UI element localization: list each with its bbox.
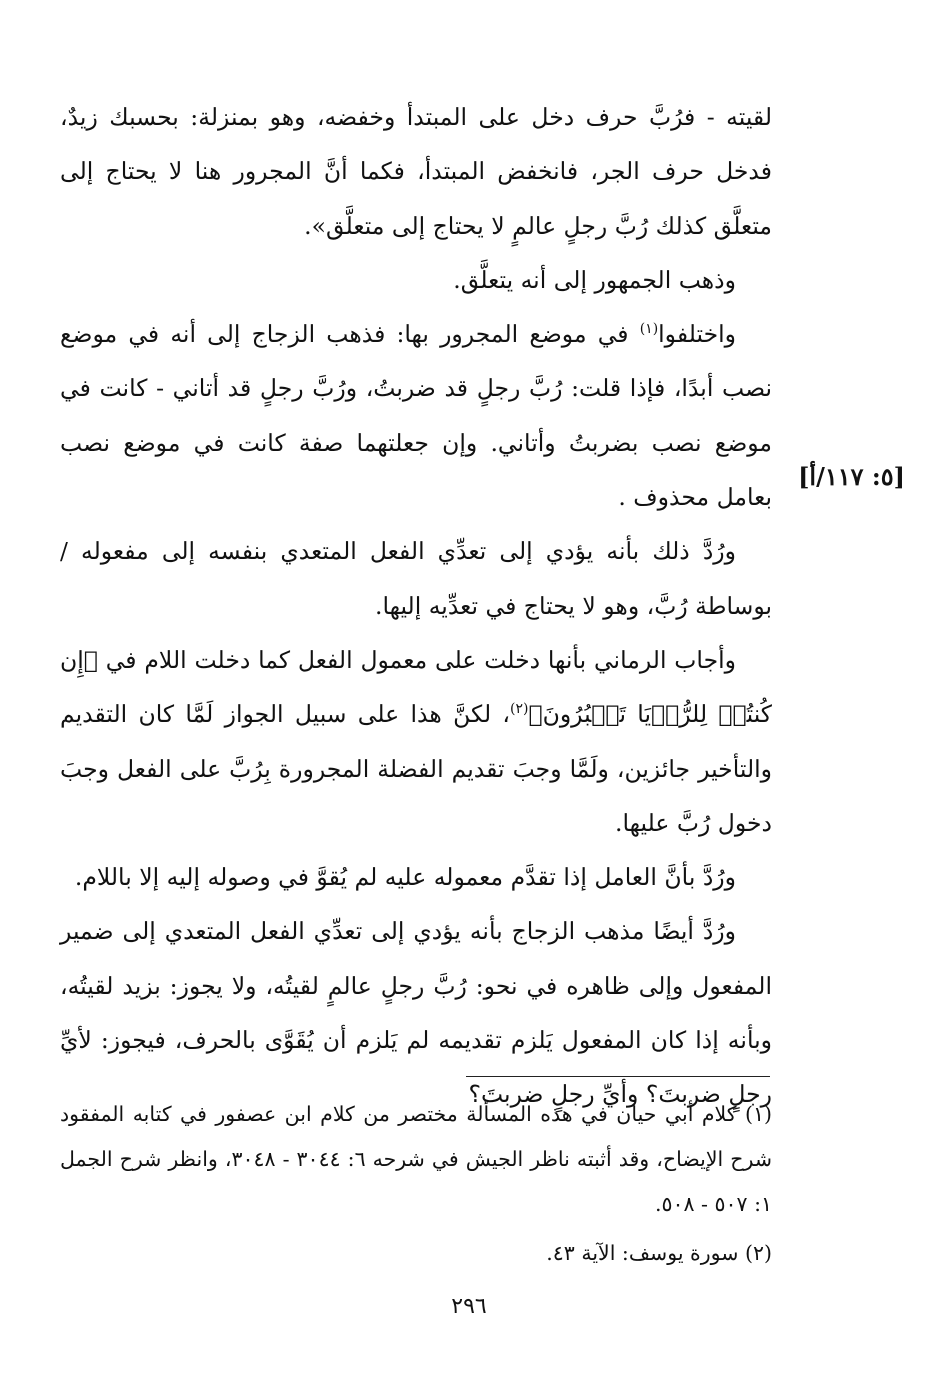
paragraph-majority-view: وذهب الجمهور إلى أنه يتعلَّق. bbox=[453, 265, 736, 294]
paragraph-text: واختلفوا bbox=[658, 320, 736, 349]
footnote-1 bbox=[60, 1092, 772, 1227]
footnote-ref-1: (١) bbox=[639, 321, 659, 338]
footnote-text: كلام أبي حيان في هذه المسألة مختصر من كلام ابن عصفور في كتابه المفقود شرح الإيضاح، وقد أثبته ناظر الجيش في شرحه ٦: ٣٠٤٤ - ٣٠٤٨، وانظر شرح الجمل ١: ٥٠٧ - ٥٠٨. bbox=[60, 1102, 772, 1216]
margin-folio-reference: [٥: ١١٧/أ] bbox=[798, 462, 905, 491]
paragraph-rebuttal: ورُدَّ ذلك بأنه يؤدي إلى تعدِّي الفعل المتعدي بنفسه إلى مفعوله /بوساطة رُبَّ، وهو لا يحتاج في تعدِّيه إليها. bbox=[60, 537, 772, 620]
paragraph-rebuttal-lam: ورُدَّ بأنَّ العامل إذا تقدَّم معموله عليه لم يُقوَّ في وصوله إليه إلا باللام. bbox=[74, 863, 736, 892]
paragraph-disagreement bbox=[60, 307, 772, 524]
paragraph-continuation: لقيته - فرُبَّ حرف دخل على المبتدأ وخفضه، وهو بمنزلة: بحسبك زيدٌ، فدخل حرف الجر، فانخفض المبتدأ، فكما أنَّ المجرور هنا لا يحتاج إلى متعلَّق كذلك رُبَّ رجلٍ عالمٍ لا يحتاج إلى متعلَّق». bbox=[60, 103, 772, 240]
footnote-separator bbox=[466, 1076, 770, 1077]
paragraph-text: ، لكنَّ هذا على سبيل الجواز لَمَّا كان التقديم والتأخير جائزين، ولَمَّا وجبَ تقديم الفضلة المجرورة بِرُبَّ على الفعل وجبَ دخول رُبَّ عليها. bbox=[60, 700, 772, 837]
main-text bbox=[60, 90, 772, 1122]
footnote-text: سورة يوسف: الآية ٤٣. bbox=[546, 1241, 739, 1265]
footnote-marker: (٢) bbox=[744, 1241, 772, 1265]
paragraph-rebuttal-zajjaj: ورُدَّ أيضًا مذهب الزجاج بأنه يؤدي إلى تعدِّي الفعل المتعدي إلى ضمير المفعول وإلى ظاهره في نحو: رُبَّ رجلٍ عالمٍ لقيتُه، ولا يجوز: بزيد لقيتُه، وبأنه إذا كان المفعول يَلزم تقديمه لم يَلزم أن يُقَوَّى بالحرف، فيجوز: لأيِّ رجلٍ ضربتَ؟ وأيِّ رجلٍ ضربتَ؟ bbox=[60, 917, 772, 1109]
footnote-ref-2: (٢) bbox=[510, 701, 529, 718]
paragraph-text: في موضع المجرور بها: فذهب الزجاج إلى أنه في موضع نصب أبدًا، فإذا قلت: رُبَّ رجلٍ قد ضربتُ، ورُبَّ رجلٍ قد أتاني - كانت في موضع نصب بضربتُ وأتاني. وإن جعلتهما صفة كانت في موضع نصب بعامل محذوف . bbox=[60, 320, 772, 512]
paragraph-rummani bbox=[60, 633, 772, 850]
footnotes bbox=[60, 1092, 772, 1276]
footnote-marker: (١) bbox=[744, 1102, 772, 1126]
paragraph-text: وأجاب الرماني بأنها دخلت على معمول الفعل كما دخلت اللام في ﴿إِن كُنتُمۡ لِلرُّءۡيَا تَعۡبُرُونَ﴾ bbox=[60, 645, 772, 729]
page-number: ٢٩٦ bbox=[451, 1294, 487, 1319]
footnote-2 bbox=[60, 1231, 772, 1276]
